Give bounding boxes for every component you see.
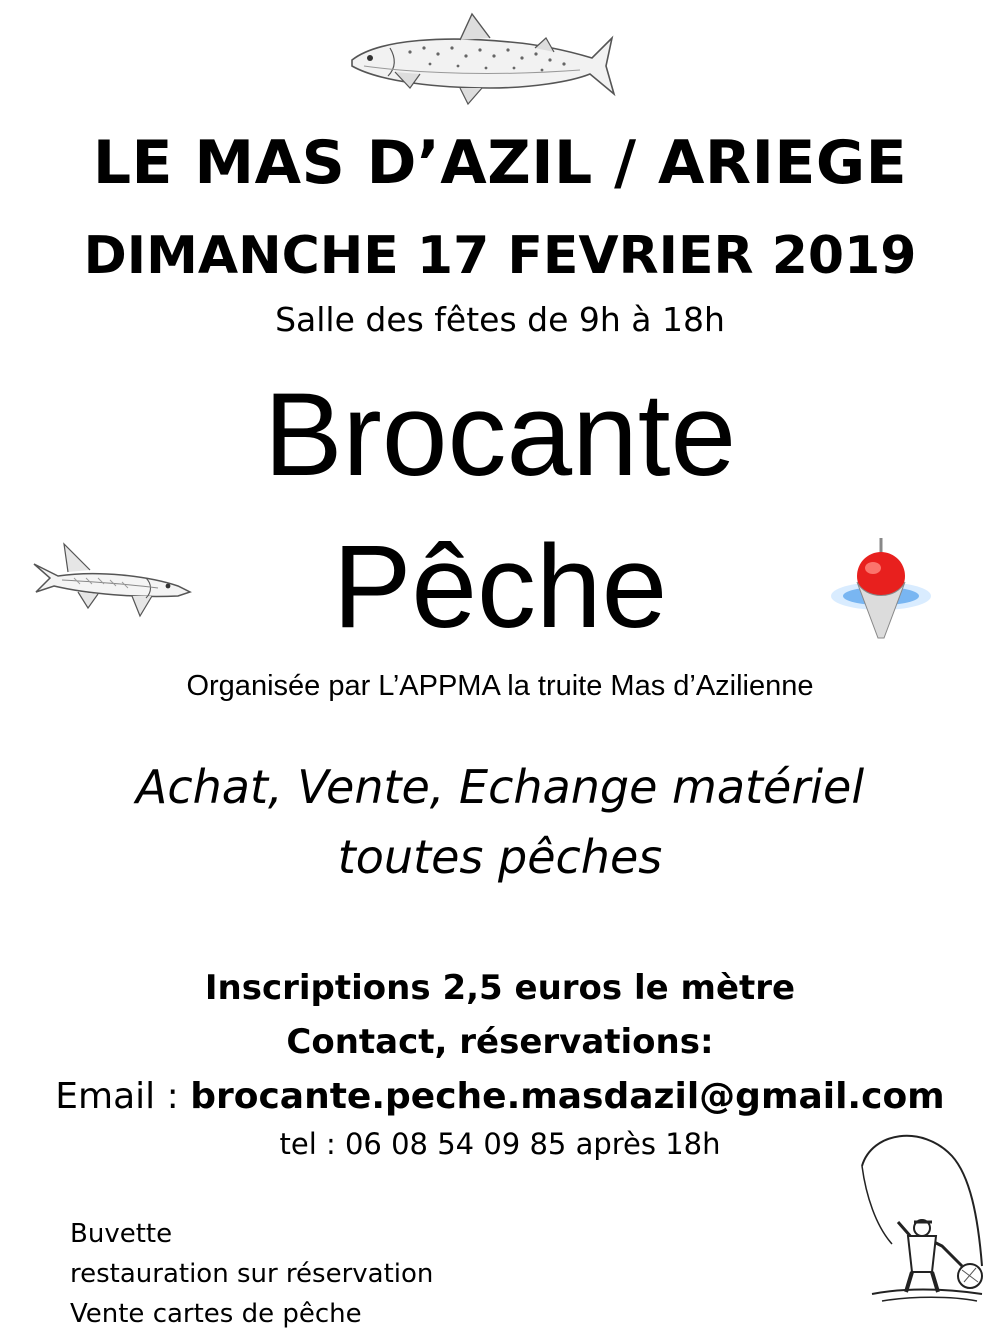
email-line [0, 1076, 1000, 1117]
extras-item-buvette: Buvette [70, 1219, 173, 1249]
phone-text: tel : 06 08 54 09 85 après 18h [279, 1127, 721, 1161]
fly-fisherman-icon [852, 1126, 997, 1306]
trout-icon [340, 8, 620, 108]
title-line-1: Brocante [263, 369, 737, 501]
extras-item-cartes: Vente cartes de pêche [70, 1299, 362, 1329]
pike-icon [28, 534, 196, 624]
event-date: DIMANCHE 17 FEVRIER 2019 [83, 226, 917, 286]
inscriptions-text: Inscriptions 2,5 euros le mètre [204, 968, 796, 1008]
event-venue: Salle des fêtes de 9h à 18h [275, 300, 725, 339]
fishing-float-icon [826, 538, 936, 646]
extras-list [70, 1214, 433, 1334]
extras-item-restauration: restauration sur réservation [70, 1259, 434, 1289]
activity-line-1: Achat, Vente, Echange matériel [135, 760, 865, 814]
organizer-text: Organisée par L’APPMA la truite Mas d’Azilienne [186, 670, 814, 702]
title-line-2: Pêche [332, 521, 668, 653]
event-location: LE MAS D’AZIL / ARIEGE [92, 128, 908, 198]
email-label: Email : [55, 1076, 191, 1117]
activity-line-2: toutes pêches [337, 830, 663, 884]
contact-heading: Contact, réservations: [286, 1022, 714, 1062]
email-address: brocante.peche.masdazil@gmail.com [190, 1076, 945, 1117]
